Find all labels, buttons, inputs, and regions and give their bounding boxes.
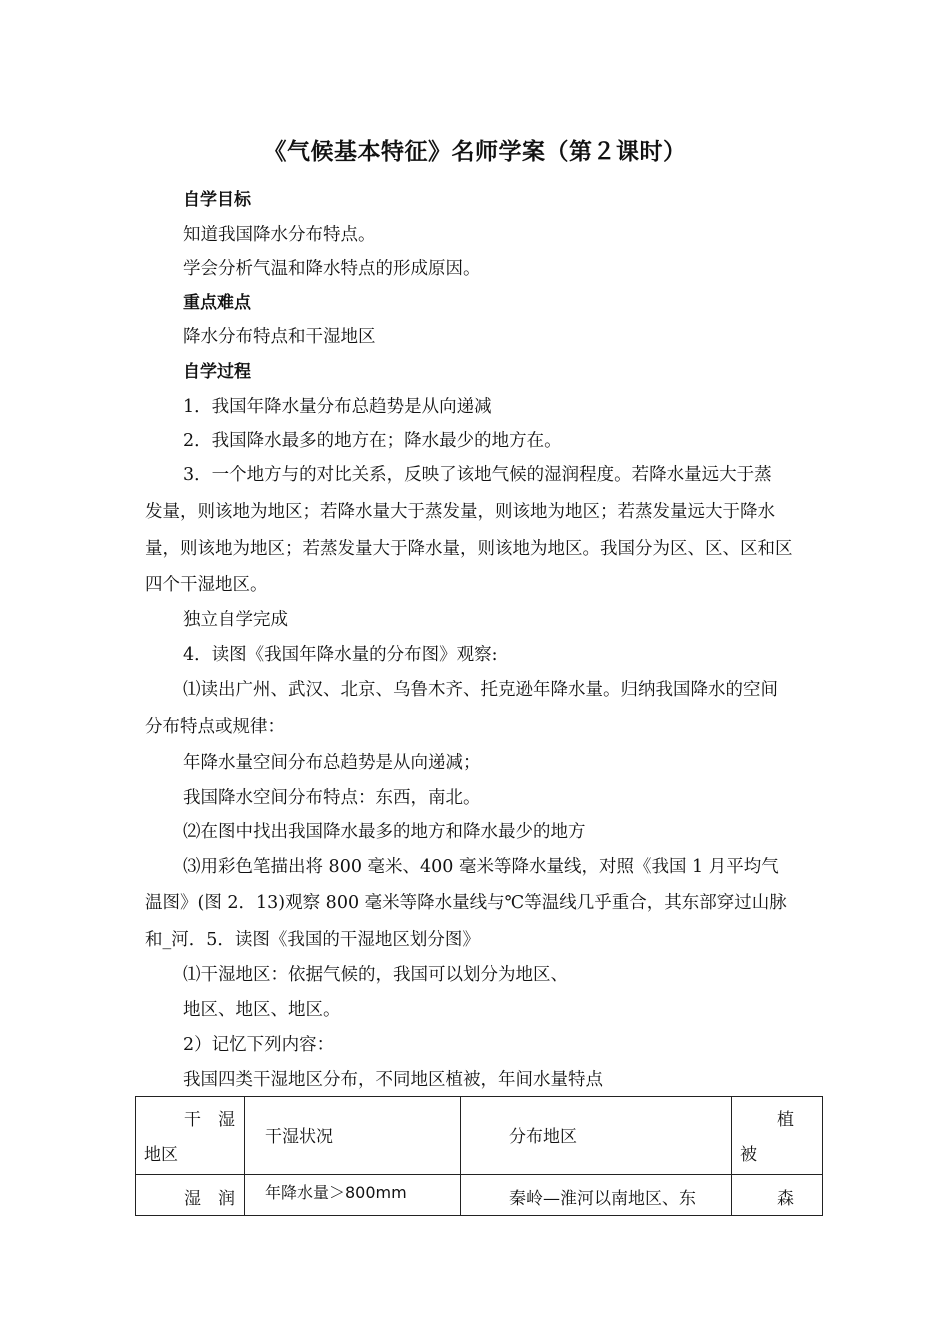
header-cell-region xyxy=(136,1097,245,1175)
row-cell-condition xyxy=(245,1175,461,1216)
table-header-row xyxy=(136,1097,823,1175)
paragraph-4-1-line-2: 分布特点或规律： xyxy=(145,717,285,737)
paragraph-4-3-line-2: 温图》(图 2．13)观察 800 毫米等降水量线与℃等温线几乎重合，其东部穿过山脉 xyxy=(145,893,787,913)
paragraph-3-line-3: 量，则该地为地区；若蒸发量大于降水量，则该地为地区。我国分为区、区、区和区 xyxy=(145,539,793,559)
paragraph-3-line-1: 3．一个地方与的对比关系，反映了该地气候的湿润程度。若降水量远大于蒸 xyxy=(183,465,772,485)
heading-self-study-goals: 自学目标 xyxy=(183,190,251,210)
row-condition-text: 年降水量＞800mm xyxy=(265,1183,407,1202)
paragraph-5-2: 2）记忆下列内容： xyxy=(183,1035,335,1055)
table-row xyxy=(136,1175,823,1216)
paragraph-table-intro: 我国四类干湿地区分布，不同地区植被，年间水量特点 xyxy=(183,1070,603,1090)
paragraph-1: 1．我国年降水量分布总趋势是从向递减 xyxy=(183,397,492,417)
row-cell-distribution xyxy=(461,1175,732,1216)
paragraph-4-3-line-1: ⑶用彩色笔描出将 800 毫米、400 毫米等降水量线，对照《我国 1 月平均气 xyxy=(183,857,779,877)
header-region-line-1: 干 湿 xyxy=(184,1110,235,1130)
goal-item-1: 知道我国降水分布特点。 xyxy=(183,225,376,245)
paragraph-4-trend: 年降水量空间分布总趋势是从向递减； xyxy=(183,753,481,773)
paragraph-4-1-line-1: ⑴读出广州、武汉、北京、乌鲁木齐、托克逊年降水量。归纳我国降水的空间 xyxy=(183,680,778,700)
row-vegetation-text: 森 xyxy=(777,1189,794,1209)
row-distribution-text: 秦岭—淮河以南地区、东 xyxy=(509,1189,696,1209)
paragraph-4: 4．读图《我国年降水量的分布图》观察: xyxy=(183,645,498,665)
paragraph-4-2: ⑵在图中找出我国降水最多的地方和降水最少的地方 xyxy=(183,822,586,842)
header-cell-distribution xyxy=(461,1097,732,1175)
heading-key-points: 重点难点 xyxy=(183,293,251,313)
paragraph-5-1-line-1: ⑴干湿地区：依据气候的，我国可以划分为地区、 xyxy=(183,965,568,985)
paragraph-4-3-line-3: 和_河．5．读图《我国的干湿地区划分图》 xyxy=(145,930,480,950)
header-condition-text: 干湿状况 xyxy=(265,1127,333,1147)
header-cell-vegetation xyxy=(732,1097,823,1175)
paragraph-3-line-2: 发量，则该地为地区；若降水量大于蒸发量，则该地为地区；若蒸发量远大于降水 xyxy=(145,502,775,522)
goal-item-2: 学会分析气温和降水特点的形成原因。 xyxy=(183,259,481,279)
key-point-item: 降水分布特点和干湿地区 xyxy=(183,327,376,347)
row-cell-region xyxy=(136,1175,245,1216)
header-cell-condition xyxy=(245,1097,461,1175)
header-region-line-2: 地区 xyxy=(144,1145,178,1165)
paragraph-2: 2．我国降水最多的地方在；降水最少的地方在。 xyxy=(183,431,562,451)
header-distribution-text: 分布地区 xyxy=(509,1127,577,1147)
paragraph-3-line-4: 四个干湿地区。 xyxy=(145,575,268,595)
row-cell-vegetation xyxy=(732,1175,823,1216)
document-title: 《气候基本特征》名师学案（第２课时） xyxy=(263,139,687,165)
paragraph-independent: 独立自学完成 xyxy=(183,610,288,630)
paragraph-4-feature: 我国降水空间分布特点：东西，南北。 xyxy=(183,788,481,808)
heading-self-study-process: 自学过程 xyxy=(183,362,251,382)
paragraph-5-1-line-2: 地区、地区、地区。 xyxy=(183,1000,341,1020)
header-vegetation-line-1: 植 xyxy=(777,1110,794,1130)
header-vegetation-line-2: 被 xyxy=(740,1145,757,1165)
row-region-text: 湿 润 xyxy=(184,1189,235,1209)
dry-wet-regions-table xyxy=(135,1096,823,1216)
